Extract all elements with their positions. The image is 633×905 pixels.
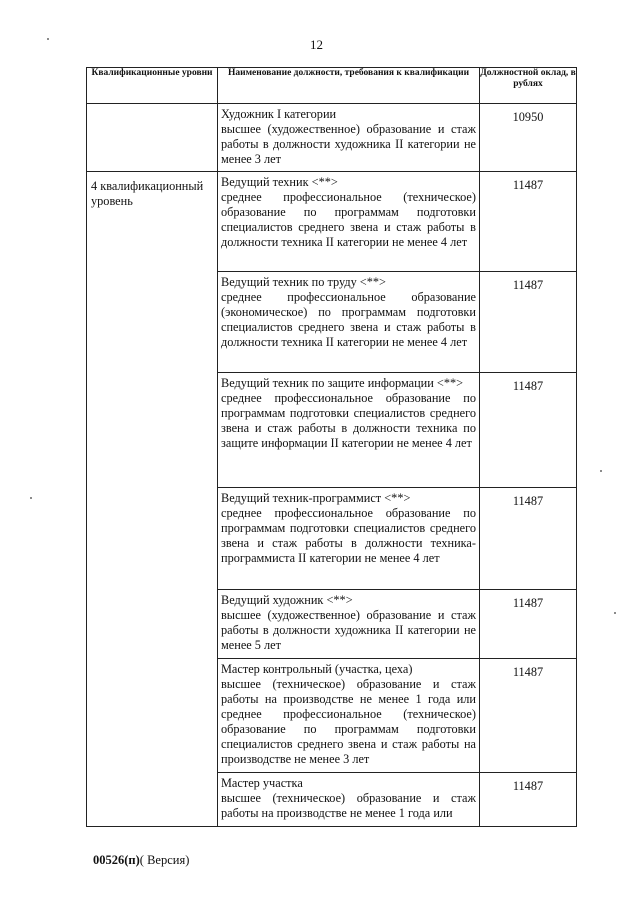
position-cell — [218, 659, 480, 773]
header-qualification-levels: Квалификационные уровни — [87, 68, 218, 104]
position-cell — [218, 590, 480, 659]
salary-cell — [480, 659, 577, 773]
scan-speck — [30, 497, 32, 499]
position-requirements: высшее (техническое) образование и стаж работы на производстве не менее 1 года или среднее профессиональное (техническое) образование по программам подготовки специалистов среднего звена и стаж работы на производстве не менее 3 лет — [221, 677, 476, 766]
table-row — [87, 104, 577, 172]
scan-speck — [614, 612, 616, 614]
position-requirements: среднее профессиональное образование по программам подготовки специалистов среднего звена и стаж работы в должности техника по защите информации II категории не менее 4 лет — [221, 391, 476, 450]
scan-speck — [47, 38, 49, 40]
position-cell — [218, 272, 480, 373]
scan-speck — [600, 470, 602, 472]
salary-cell — [480, 488, 577, 590]
document-code-suffix: ( Версия) — [139, 853, 190, 867]
table-header-row — [87, 68, 577, 104]
position-cell — [218, 488, 480, 590]
salary-value: 11487 — [512, 379, 544, 393]
salary-value: 11487 — [512, 178, 544, 192]
header-salary: Должностной оклад, в рублях — [480, 68, 577, 104]
salary-cell — [480, 590, 577, 659]
position-requirements: высшее (художественное) образование и стаж работы в должности художника II категории не менее 3 лет — [221, 122, 476, 166]
position-title: Ведущий техник <**> — [221, 175, 338, 189]
qualification-level: 4 квалификационный уровень — [91, 179, 204, 208]
position-title: Ведущий техник по защите информации <**> — [221, 376, 464, 390]
position-requirements: среднее профессиональное (техническое) образование по программам подготовки специалистов среднего звена и стаж работы в должности техника II категории не менее 4 лет — [221, 190, 476, 249]
salary-cell — [480, 373, 577, 488]
position-title: Мастер участка — [221, 776, 303, 790]
salary-value: 10950 — [512, 110, 544, 124]
salary-value: 11487 — [512, 779, 544, 793]
page-number: 12 — [310, 37, 323, 52]
position-title: Мастер контрольный (участка, цеха) — [221, 662, 413, 676]
header-position-requirements: Наименование должности, требования к квалификации — [218, 68, 480, 104]
position-requirements: высшее (техническое) образование и стаж работы на производстве не менее 1 года или — [221, 791, 476, 820]
position-cell — [218, 104, 480, 172]
table-row — [87, 172, 577, 272]
position-cell — [218, 373, 480, 488]
level-cell — [87, 172, 218, 827]
position-title: Ведущий техник-программист <**> — [221, 491, 411, 505]
salary-table — [86, 67, 577, 827]
position-requirements: среднее профессиональное образование по программам подготовки специалистов среднего звена и стаж работы в должности техника-программиста II категории не менее 4 лет — [221, 506, 476, 565]
position-title: Ведущий художник <**> — [221, 593, 353, 607]
level-cell — [87, 104, 218, 172]
document-code — [93, 853, 189, 868]
position-title: Ведущий техник по труду <**> — [221, 275, 386, 289]
salary-value: 11487 — [512, 596, 544, 610]
salary-value: 11487 — [512, 665, 544, 679]
salary-cell — [480, 104, 577, 172]
salary-value: 11487 — [512, 278, 544, 292]
document-code-number: 00526(п) — [93, 853, 140, 867]
salary-cell — [480, 272, 577, 373]
salary-cell — [480, 172, 577, 272]
salary-value: 11487 — [512, 494, 544, 508]
salary-cell — [480, 773, 577, 827]
position-requirements: среднее профессиональное образование (экономическое) по программам подготовки специалистов среднего звена и стаж работы в должности техника II категории не менее 4 лет — [221, 290, 476, 349]
position-title: Художник I категории — [221, 107, 337, 121]
position-requirements: высшее (художественное) образование и стаж работы в должности художника II категории не менее 5 лет — [221, 608, 476, 652]
position-cell — [218, 172, 480, 272]
position-cell — [218, 773, 480, 827]
